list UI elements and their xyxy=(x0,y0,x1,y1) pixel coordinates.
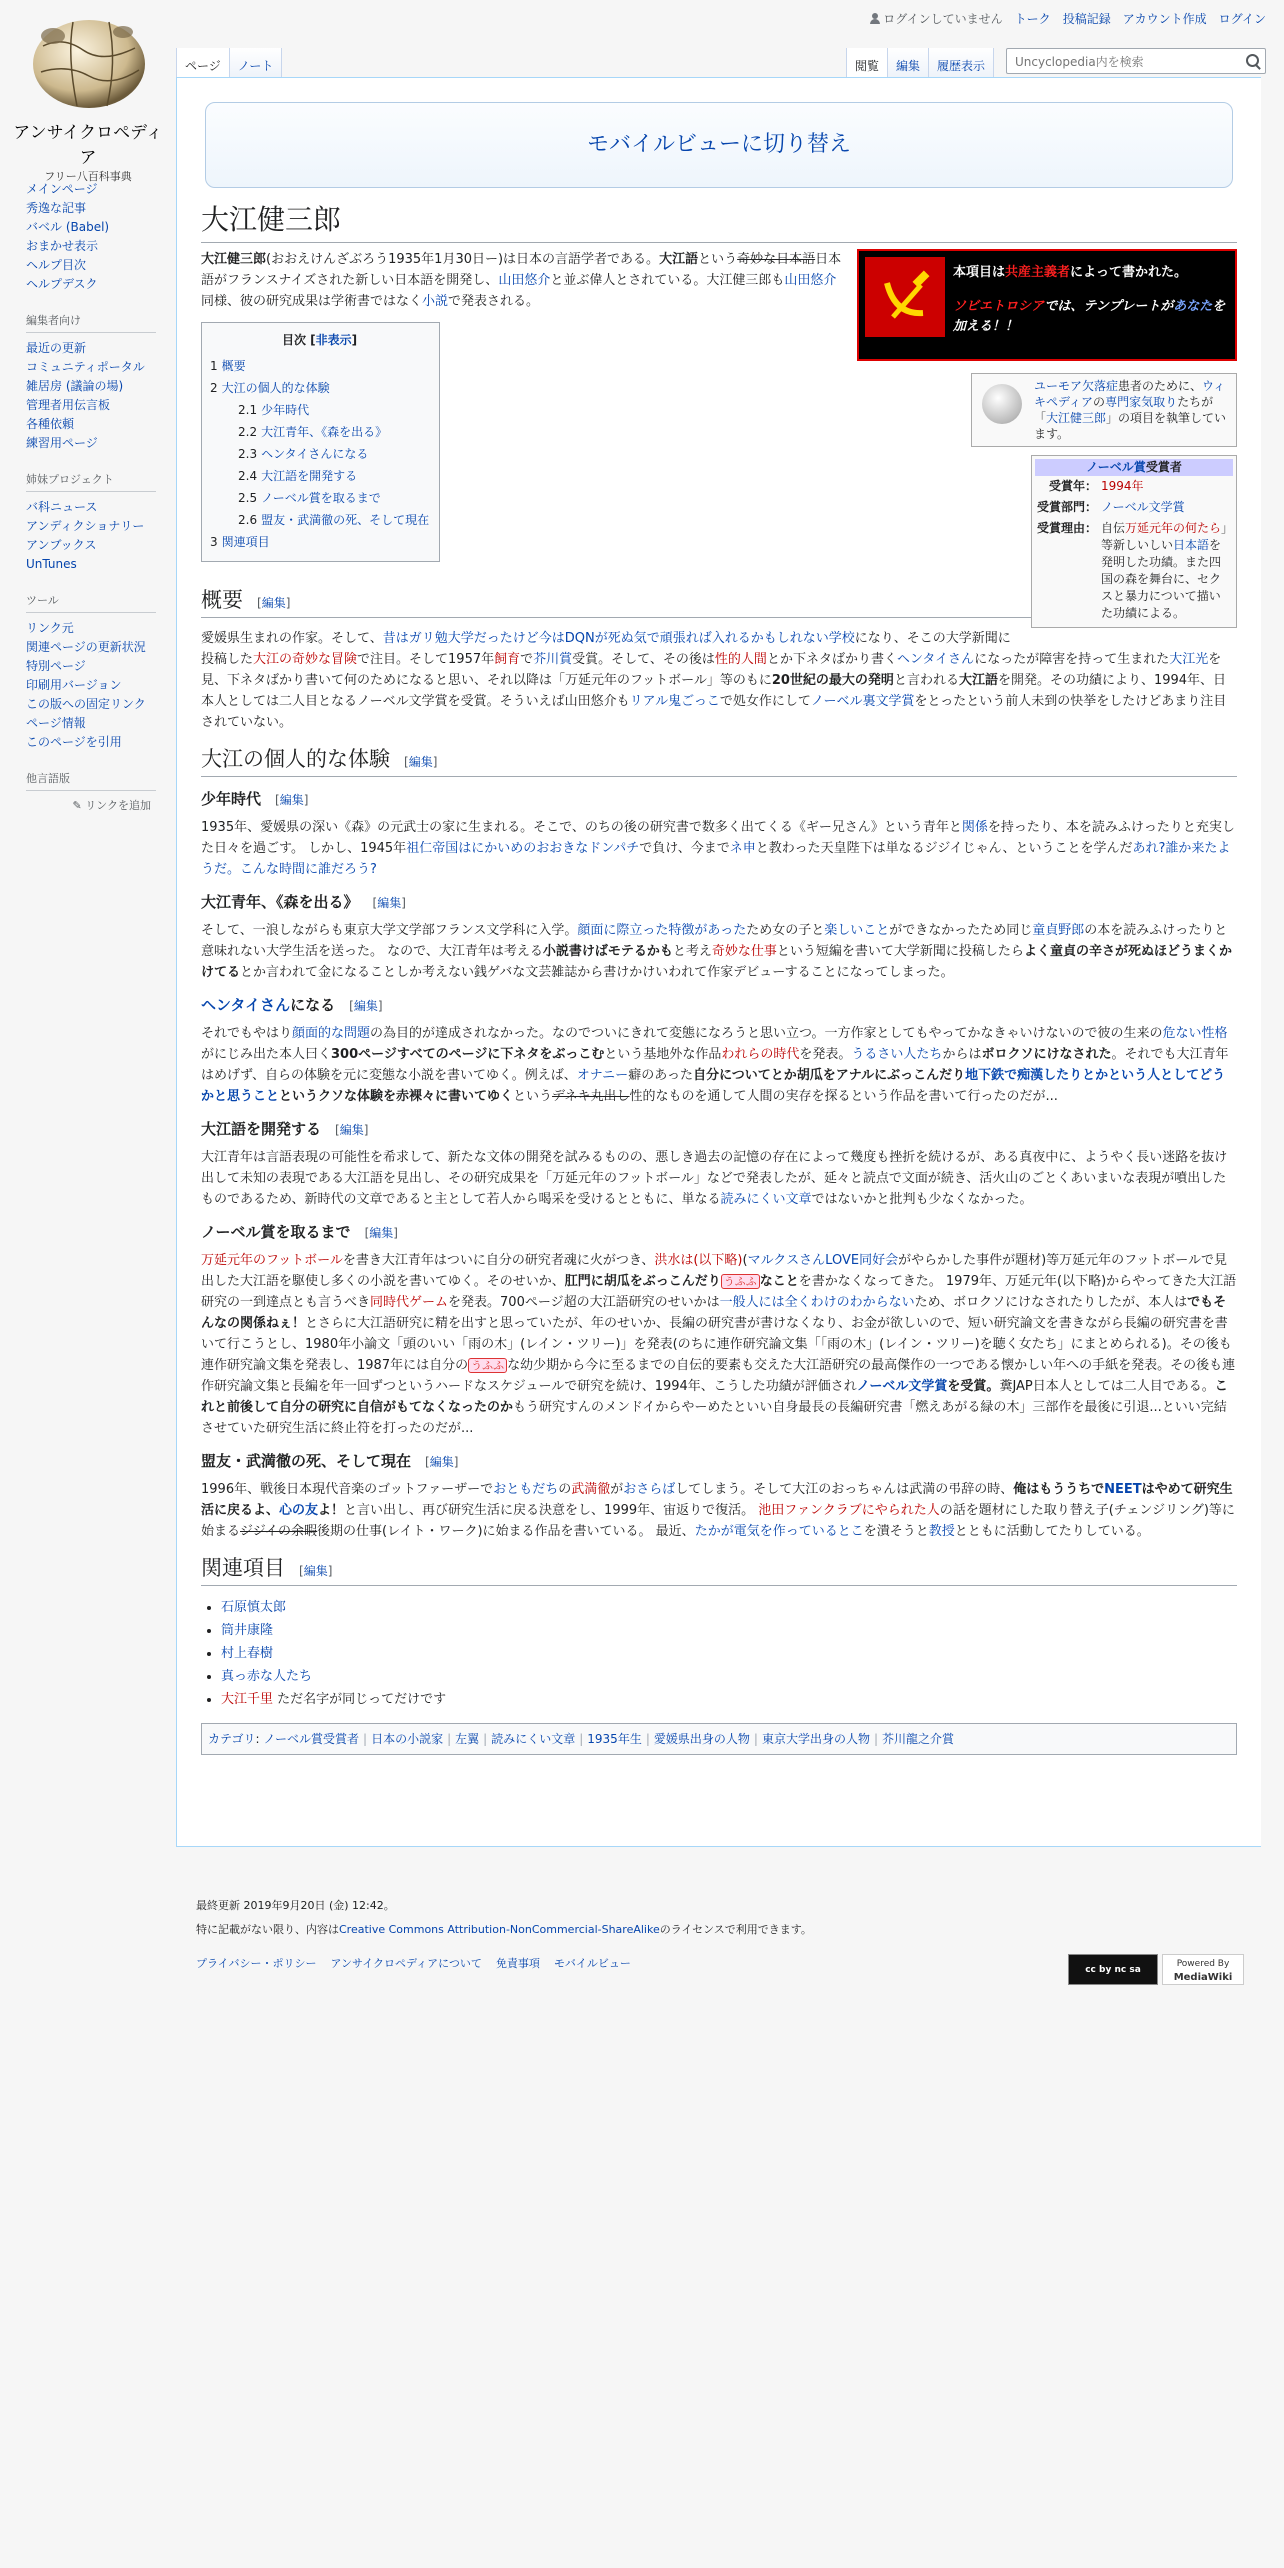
infobox-reason-label: 受賞理由： xyxy=(1037,521,1098,536)
humor-deficiency-link[interactable]: ユーモア欠落症 xyxy=(1034,379,1119,394)
sidebar-item-featured[interactable]: 秀逸な記事 xyxy=(26,201,87,215)
sidebar-sister xyxy=(26,471,170,574)
toc-item[interactable]: 1 概要 xyxy=(210,359,246,374)
toc-item[interactable]: 3 関連項目 xyxy=(210,535,270,550)
logo-title: アンサイクロペディア xyxy=(13,123,163,168)
inline-link[interactable]: うるさい人たち xyxy=(851,1047,943,1063)
sidebar-item-village-pump[interactable]: 雑居房 (議論の場) xyxy=(26,379,124,393)
sidebar-item-babel[interactable]: バベル (Babel) xyxy=(26,220,110,234)
category-link[interactable]: 左翼 xyxy=(455,1732,480,1747)
category-links: カテゴリ: ノーベル賞受賞者 | 日本の小説家 | 左翼 | 読みにくい文章 | 1935年生 | 愛媛県出身の人物 | 東京大学出身の人物 | 芥川龍之介賞 xyxy=(201,1723,1237,1755)
sidebar-item-help-contents[interactable]: ヘルプ目次 xyxy=(26,258,87,272)
category-link[interactable]: 1935年生 xyxy=(587,1732,642,1747)
toc-item[interactable]: 2.3 ヘンタイさんになる xyxy=(238,447,369,462)
sidebar-item-what-links-here[interactable]: リンク元 xyxy=(26,621,74,635)
subsection-heading: 大江語を開発する [編集] xyxy=(201,1120,369,1139)
nobel-prize-link[interactable]: ノーベル賞 xyxy=(1086,460,1146,475)
subsection-heading: 少年時代 [編集] xyxy=(201,790,309,809)
inline-red-link[interactable]: 大江の奇妙な冒険 xyxy=(253,652,358,668)
create-account-link[interactable]: アカウント作成 xyxy=(1122,12,1207,26)
inline-link[interactable]: 童貞野郎 xyxy=(1032,923,1085,939)
category-link[interactable]: 読みにくい文章 xyxy=(491,1732,576,1747)
inline-link[interactable]: ノーベル裏文学賞 xyxy=(810,694,915,710)
category-link[interactable]: ノーベル賞受賞者 xyxy=(263,1732,360,1747)
page-title: 大江健三郎 xyxy=(201,202,1237,243)
logo-subtitle: フリー八百科事典 xyxy=(44,170,132,183)
inline-link[interactable]: 心の友 xyxy=(279,1503,319,1519)
sidebar-heading-sister: 姉妹プロジェクト xyxy=(26,471,156,492)
tab-page[interactable]: ページ xyxy=(176,48,229,77)
edit-section-link[interactable]: 編集 xyxy=(408,755,433,770)
tab-talk[interactable]: ノート xyxy=(229,48,283,77)
infobox-reason: 自伝万延元年の何たら」等新しいしい日本語を発明した功績。また四国の森を舞台に、セクスと暴力について描いた功績による。 xyxy=(1101,521,1228,621)
license-link[interactable]: Creative Commons Attribution-NonCommercial-ShareAlike xyxy=(339,1923,660,1936)
talk-link[interactable]: トーク xyxy=(1014,12,1051,26)
inline-link[interactable]: マルクスさんLOVE同好会 xyxy=(747,1253,899,1269)
toc-item[interactable]: 2.4 大江語を開発する xyxy=(238,469,358,484)
edit-section-link[interactable]: 編集 xyxy=(429,1455,454,1470)
sidebar-languages xyxy=(26,770,170,813)
intro-paragraph: 大江健三郎(おおえけんざぶろう1935年1月30日ー)は日本の言語学者である。大江語という奇妙な日本語日本語がフランスナイズされた新しい日本語を開発し、山田悠介と並ぶ偉人とされている。大江健三郎も山田悠介同様、彼の研究成果は学術書ではなく小説で発表される。 xyxy=(201,252,842,310)
inline-red-link[interactable]: 万延元年のフットボール xyxy=(201,1253,343,1269)
sidebar-item-community-portal[interactable]: コミュニティポータル xyxy=(26,360,145,374)
section-heading: 関連項目 [編集] xyxy=(201,1558,1237,1586)
inline-red-link[interactable]: われらの時代 xyxy=(721,1047,800,1063)
sidebar-editors xyxy=(26,312,170,453)
inline-link[interactable]: ヘンタイさん xyxy=(896,652,975,668)
section-text: そして、一浪しながらも東京大学文学部フランス文学科に入学。顔面に際立った特徴があったため女の子と楽しいことができなかったため同じ童貞野郎の本を読みふけったりと意味れない大学生活を送った。 なので、大江青年は考える小説書けばモテるかもと考え奇妙な仕事という短編を書いて大学新聞に投稿したらよく童貞の辛さが死ぬほどうまくかけてるとか言われて金になることしか考えない銭ゲバな文芸雑誌から書けかけいわれて作家デビューすることになってしまった。 xyxy=(201,923,1232,981)
inline-link[interactable]: 顔面的な問題 xyxy=(292,1026,371,1042)
sidebar-item-unbooks[interactable]: アンブックス xyxy=(26,538,97,552)
category-link[interactable]: 芥川龍之介賞 xyxy=(882,1732,955,1747)
sidebar-item-unnews[interactable]: バ科ニュース xyxy=(26,500,98,514)
you-link[interactable]: あなた xyxy=(1173,299,1213,315)
inline-link[interactable]: ネ申 xyxy=(729,841,756,857)
sidebar-item-sandbox[interactable]: 練習用ページ xyxy=(26,436,98,450)
infobox-year[interactable]: 1994年 xyxy=(1101,479,1144,494)
inline-link[interactable]: 昔はガリ勉大学だったけど今はDQNが死ぬ気で頑張れば入れるかもしれない学校 xyxy=(382,631,855,647)
contribs-link[interactable]: 投稿記録 xyxy=(1062,12,1111,26)
inline-link[interactable]: オナニー xyxy=(576,1068,629,1084)
inline-link[interactable]: リアル鬼ごっこ xyxy=(629,694,720,710)
footer-privacy-link[interactable]: プライバシー・ポリシー xyxy=(196,1957,317,1970)
toc-item[interactable]: 2.1 少年時代 xyxy=(238,403,310,418)
edit-section-link[interactable]: 編集 xyxy=(353,999,378,1014)
categories-label[interactable]: カテゴリ xyxy=(208,1732,256,1747)
login-link[interactable]: ログイン xyxy=(1218,12,1266,26)
inline-link[interactable]: 芥川賞 xyxy=(533,652,573,668)
mobile-view-banner[interactable]: モバイルビューに切り替え xyxy=(205,102,1233,188)
inline-link[interactable]: 関係 xyxy=(961,820,988,836)
sidebar-item-admin-board[interactable]: 管理者用伝言板 xyxy=(26,398,111,412)
communist-link[interactable]: 共産主義者 xyxy=(1005,265,1071,281)
list-item[interactable]: 石原慎太郎 xyxy=(221,1600,287,1616)
sidebar-item-permalink[interactable]: この版への固定リンク xyxy=(26,697,146,711)
category-link[interactable]: 愛媛県出身の人物 xyxy=(653,1732,750,1747)
wikipedia-globe-icon xyxy=(982,384,1022,424)
sidebar-navigation xyxy=(26,180,170,294)
add-links-button[interactable]: ✎ リンクを追加 xyxy=(72,799,151,812)
inline-link[interactable]: 祖仁帝国はにかいめのおおきなドンパチ xyxy=(406,841,640,857)
wikipedia-link[interactable]: ウィキペディア xyxy=(1034,379,1226,410)
category-link[interactable]: 日本の小説家 xyxy=(371,1732,444,1747)
not-logged-in: ログインしていません xyxy=(870,10,1002,27)
inline-link[interactable]: たかが電気を作っているとこ xyxy=(694,1524,864,1540)
infobox-category[interactable]: ノーベル文学賞 xyxy=(1101,500,1185,515)
wikipedia-article-link[interactable]: 大江健三郎 xyxy=(1046,411,1107,426)
footer-mobile-link[interactable]: モバイルビュー xyxy=(553,1957,631,1970)
sidebar-heading-editors: 編集者向け xyxy=(26,312,156,333)
list-item[interactable]: 真っ赤な人たち xyxy=(221,1669,313,1685)
cc-license-badge[interactable]: cc by nc sa xyxy=(1068,1954,1158,1985)
footer-about-link[interactable]: アンサイクロペディアについて xyxy=(330,1957,482,1970)
site-logo[interactable] xyxy=(8,6,168,183)
toc-title: 目次 [非表示] xyxy=(281,333,358,348)
subsection-heading: ノーベル賞を取るまで [編集] xyxy=(201,1223,398,1242)
inline-link[interactable]: 教授 xyxy=(928,1524,955,1540)
edit-section-link[interactable]: 編集 xyxy=(377,896,402,911)
toc-item[interactable]: 2.5 ノーベル賞を取るまで xyxy=(238,491,381,506)
section-text: 大江青年は言語表現の可能性を希求して、新たな文体の開発を試みるものの、悪しき過去の記憶の存在によって幾度も挫折を続けるが、ある真夜中に、ようやく長い迷路を抜け出して未知の表現である大江語を見出し、その研究成果を「万延元年のフットボール」などで発表したが、延々と読点で文面が続き、活火山のごとくあいまいな表現が噴出したものであるため、新時代の文章であると主として若人から喝采を受けるとともに、単なる読みにくい文章ではないかと批判も少なくなかった。 xyxy=(201,1150,1228,1208)
sidebar xyxy=(0,180,170,831)
inline-link[interactable]: おともだち xyxy=(493,1482,559,1498)
hammer-sickle-icon xyxy=(865,257,945,337)
section-text: 1935年、愛媛県の深い《森》の元武士の家に生まれる。そこで、のちの後の研究書で数多く出てくる《ギー兄さん》という青年と関係を持ったり、本を読みふけったりと充実した日々を過ごす。 しかし、1945年祖仁帝国はにかいめのおおきなドンパチで負け、今までネ申と教わった天皇陛下は単なるジジイじゃん、ということを学んだあれ?誰か来たようだ。こんな時間に誰だろう? xyxy=(201,820,1235,878)
inline-link[interactable]: 顔面に際立った特徴があった xyxy=(577,923,747,939)
soviet-russia-link[interactable]: ソビエトロシア xyxy=(953,299,1045,315)
mediawiki-badge[interactable]: Powered By MediaWiki xyxy=(1162,1954,1244,1985)
sidebar-item-related-changes[interactable]: 関連ページの更新状況 xyxy=(26,640,146,654)
inline-link[interactable]: 地下鉄で痴漢したりとかという人としてどうかと思うこと xyxy=(201,1068,1226,1105)
search-icon[interactable] xyxy=(1246,54,1259,67)
tab-read[interactable]: 閲覧 xyxy=(846,48,887,77)
sidebar-item-special-pages[interactable]: 特別ページ xyxy=(26,659,86,673)
footer-disclaimer-link[interactable]: 免責事項 xyxy=(495,1957,540,1970)
inline-link[interactable]: 一般人には全くわけのわからない xyxy=(719,1295,915,1311)
license-text: 特に記載がない限り、内容はCreative Commons Attribution-NonCommercial-ShareAlikeのライセンスで利用できます。 xyxy=(196,1923,812,1936)
sidebar-heading-tools: ツール xyxy=(26,592,156,613)
infobox-year-label: 受賞年： xyxy=(1049,479,1098,494)
sidebar-item-untunes[interactable]: UnTunes xyxy=(26,557,77,571)
view-tabs xyxy=(846,48,1266,77)
section-text: 愛媛県生まれの作家。そして、昔はガリ勉大学だったけど今はDQNが死ぬ気で頑張れば入れるかもしれない学校になり、そこの大学新聞に投稿した大江の奇妙な冒険で注目。そして1957年飼育で芥川賞受賞。そして、その後は性的人間とか下ネタばかり書くヘンタイさんになったが障害を持って生まれた大江光を見、下ネタばかり書いて何のためになると思い、それ以降は「万延元年のフットボール」等のもに20世紀の最大の発明と言われる大江語を開発。その功績により、1994年、日本人としては二人目となるノーベル文学賞を受賞。そういえば山田悠介もリアル鬼ごっこで処女作にしてノーベル裏文学賞をとったという前人未到の快挙をしたけどあまり注目されていない。 xyxy=(201,631,1227,731)
inline-link[interactable]: おさらば xyxy=(623,1482,676,1498)
puzzle-globe-icon xyxy=(23,6,153,110)
sidebar-tools xyxy=(26,592,170,752)
sidebar-item-requests[interactable]: 各種依頼 xyxy=(26,417,75,431)
list-item[interactable]: 筒井康隆 xyxy=(221,1623,274,1639)
search-input[interactable] xyxy=(1013,50,1237,74)
section-heading: 大江の個人的な体験 [編集] xyxy=(201,749,1237,777)
edit-section-link[interactable]: 編集 xyxy=(261,596,286,611)
section-text: 1996年、戦後日本現代音楽のゴットファーザーでおともだちの武満徹がおさらばしてしまう。そして大江のおっちゃんは武満の弔辞の時、俺はもううちでNEETはやめて研究生活に戻るよ、心の友よ！と言い出し、再び研究生活に戻る決意をし、1999年、宙返りで復活。 池田ファンクラブにやられた人の話を題材にした取り替え子(チェンジリング)等に始まるジジイの余暇後期の仕事(レイト・ワーク)に始まる作品を書いている。 最近、たかが電気を作っているとこを潰そうと教授とともに活動してたりしている。 xyxy=(201,1482,1235,1540)
footer xyxy=(196,1896,1256,1983)
inline-link[interactable]: NEET xyxy=(1104,1482,1142,1498)
toc-item[interactable]: 2.2 大江青年、《森を出る》 xyxy=(238,425,388,440)
toc-item[interactable]: 2.6 盟友・武満徹の死、そして現在 xyxy=(238,513,430,528)
category-link[interactable]: 東京大学出身の人物 xyxy=(761,1732,870,1747)
section-text: 万延元年のフットボールを書き大江青年はついに自分の研究者魂に火がつき、洪水は(以下略)(マルクスさんLOVE同好会がやらかした事件が題材)等万延元年のフットボールで見出した大江語を駆使し多くの小説を書いてゆく。そのせいか、肛門に胡瓜をぶっこんだり うふふ なことを書かなくなってきた。 1979年、万延元年(以下略)からやってきた大江語研究の一到達点とも言うべき同時代ゲームを発表。700ページ超の大江語研究のせいかは一般人には全くわけのわからないため、ボロクソにけなされたりしたが、本人はでもそんなの関係ねぇ！とさらに大江語研究に精を出すと思っていたが、年のせいか、長編の研究書が書けなくなり、お金が欲しいので、短い研究論文を書きながら長編の研究書を書いて行こうとし、1980年小論文「頭のいい「雨の木」(レイン・ツリー)」を発表(のちに連作研究論文集「「雨の木」(レイン・ツリー)を聴く女たち」にまとめられる)。その後も連作研究論文集を発表し、1987年には自分の うふふ な幼少期から今に至るまでの自伝的要素も交えた大江語研究の最高傑作の一つである懐かしい年への手紙を発表。その後も連作研究論文集と長編を年一回ずつというハードなスケジュールで研究を続け、1994年、こうした功績が評価されノーベル文学賞を受賞。糞JAP日本人としては二人目である。これと前後して自分の研究に自信がもてなくなったのかもう研究すんのメンドイからやーめたといい自身最長の長編研究書「燃えあがる緑の木」三部作を最後に引退...といい完結させていた研究生活に終止符を打ったのだが... xyxy=(201,1253,1237,1437)
inline-red-link[interactable]: 性的人間 xyxy=(714,652,767,668)
inline-link[interactable]: 危ない性格 xyxy=(1162,1026,1228,1042)
list-item[interactable]: 大江千里 xyxy=(221,1692,274,1708)
subsection-heading: 大江青年、《森を出る》 [編集] xyxy=(201,893,406,912)
communist-template: 本項目は共産主義者によって書かれた。 ソビエトロシアでは、テンプレートがあなたを加える！！ xyxy=(857,249,1237,361)
inline-red-link[interactable]: 洪水は(以下略) xyxy=(654,1253,743,1269)
inline-link[interactable]: 楽しいこと xyxy=(824,923,890,939)
edit-section-link[interactable]: 編集 xyxy=(369,1226,394,1241)
inline-link[interactable]: 大江光 xyxy=(1169,652,1209,668)
toc-item[interactable]: 2 大江の個人的な体験 xyxy=(210,381,330,396)
tab-edit[interactable]: 編集 xyxy=(887,48,928,77)
table-of-contents xyxy=(201,322,440,562)
subsection-heading: 盟友・武満徹の死、そして現在 [編集] xyxy=(201,1452,459,1471)
main-content xyxy=(176,77,1261,1847)
inline-link[interactable]: ノーベル文学賞 xyxy=(856,1379,948,1395)
inline-red-link[interactable]: 飼育 xyxy=(494,652,521,668)
edit-section-link[interactable]: 編集 xyxy=(279,793,304,808)
nobel-infobox xyxy=(1031,455,1237,628)
list-item[interactable]: 村上春樹 xyxy=(221,1646,274,1662)
inline-link[interactable]: 読みにくい文章 xyxy=(720,1192,812,1208)
infobox-category-label: 受賞部門： xyxy=(1037,500,1098,515)
namespace-tabs xyxy=(176,48,282,77)
sidebar-item-random[interactable]: おまかせ表示 xyxy=(26,239,99,253)
experts-link[interactable]: 専門家気取り xyxy=(1105,395,1178,410)
toc-hide-toggle[interactable]: 非表示 xyxy=(315,333,352,348)
sidebar-heading-languages: 他言語版 xyxy=(26,770,156,791)
sidebar-item-recent-changes[interactable]: 最近の更新 xyxy=(26,341,87,355)
sidebar-item-print[interactable]: 印刷用バージョン xyxy=(26,678,122,692)
tab-history[interactable]: 履歴表示 xyxy=(928,48,994,77)
search-box[interactable] xyxy=(1006,48,1266,74)
sidebar-item-undictionary[interactable]: アンディクショナリー xyxy=(26,519,145,533)
inline-red-link[interactable]: 同時代ゲーム xyxy=(370,1295,449,1311)
sidebar-item-help-desk[interactable]: ヘルプデスク xyxy=(26,277,98,291)
inline-red-link[interactable]: 池田ファンクラブにやられた人 xyxy=(758,1503,940,1519)
sidebar-item-main-page[interactable]: メインページ xyxy=(26,182,98,196)
section-text: それでもやはり顔面的な問題の為目的が達成されなかった。なのでついにきれて変態になろうと思い立つ。一方作家としてもやってかなきゃいけないので彼の生来の危ない性格がにじみ出た本人曰く300ページすべてのページに下ネタをぶっこむという基地外な作品われらの時代を発表。うるさい人たちからはボロクソにけなされた。それでも大江青年はめげず、自らの体験を元に変態な小説を書いてゆく。例えば、オナニー癖のあった自分についてとか胡瓜をアナルにぶっこんだり地下鉄で痴漢したりとかという人としてどうかと思うことというクソな体験を赤裸々に書いてゆくというデネキ丸出し性的なものを通して人間の実存を探るという作品を書いて行ったのだが... xyxy=(201,1026,1229,1105)
edit-section-link[interactable]: 編集 xyxy=(339,1123,364,1138)
edit-section-link[interactable]: 編集 xyxy=(303,1564,328,1579)
sidebar-item-cite[interactable]: このページを引用 xyxy=(26,735,122,749)
infobox-header: ノーベル賞受賞者 xyxy=(1035,459,1233,476)
inline-red-link[interactable]: 奇妙な仕事 xyxy=(711,944,777,960)
sidebar-item-page-info[interactable]: ページ情報 xyxy=(26,716,86,730)
last-modified: 最終更新 2019年9月20日 (金) 12:42。 xyxy=(196,1899,395,1912)
section-heading: 概要 [編集] xyxy=(201,590,1237,618)
subsection-heading: ヘンタイさんになる [編集] xyxy=(201,996,383,1015)
user-icon xyxy=(870,13,880,24)
inline-link[interactable]: あれ?誰か来たようだ。こんな時間に誰だろう? xyxy=(201,841,1231,878)
related-list: • 石原慎太郎 • 筒井康隆 • 村上春樹 • 真っ赤な人たち • 大江千里 ただ名字が同じってだけです xyxy=(221,1596,1237,1711)
wikipedia-notice: ユーモア欠落症患者のために、ウィキペディアの専門家気取りたちが「大江健三郎」の項目を執筆しています。 xyxy=(971,373,1237,447)
personal-tools xyxy=(870,10,1266,27)
inline-red-link[interactable]: 武満徹 xyxy=(571,1482,611,1498)
